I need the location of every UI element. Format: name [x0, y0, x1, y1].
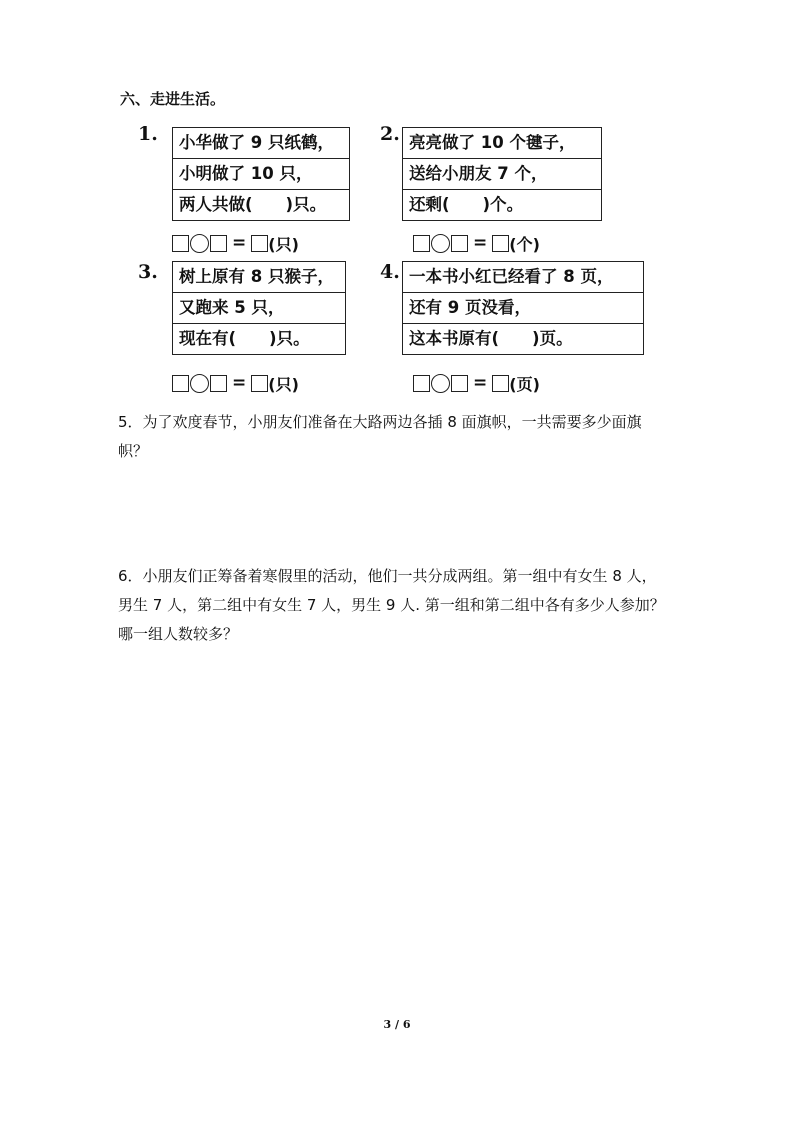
exercise-3-line-2: 又跑来 5 只， — [173, 293, 345, 324]
exercise-2-line-3: 还剩( )个。 — [409, 195, 524, 214]
word-problem-5 — [118, 408, 686, 466]
exercise-1-unit: (只) — [268, 234, 299, 254]
exercise-3-equals-sign: = — [232, 373, 247, 393]
exercise-2-line-2: 送给小朋友 7 个， — [403, 159, 601, 190]
exercise-2-line-1: 亮亮做了 10 个毽子， — [403, 128, 601, 159]
exercise-2-operator-circle[interactable] — [431, 234, 450, 253]
exercise-4-result-box[interactable] — [492, 375, 509, 392]
exercise-4-line-3: 这本书原有( )页。 — [409, 329, 573, 348]
exercise-2-result-box[interactable] — [492, 235, 509, 252]
exercise-2-answer-box-1[interactable] — [413, 235, 430, 252]
exercise-1-result-box[interactable] — [251, 235, 268, 252]
exercise-1-operator-circle[interactable] — [190, 234, 209, 253]
exercise-4-answer-box-1[interactable] — [413, 375, 430, 392]
exercise-4-operator-circle[interactable] — [431, 374, 450, 393]
exercise-1-number: 1. — [138, 123, 158, 145]
exercise-2-number: 2. — [380, 123, 400, 145]
exercise-2-answer-box-2[interactable] — [451, 235, 468, 252]
word-problem-6-line-1: 6．小朋友们正筹备着寒假里的活动，他们一共分成两组。第一组中有女生 8 人， — [118, 567, 657, 585]
word-problem-5-line-1: 5．为了欢度春节，小朋友们准备在大路两边各插 8 面旗帜，一共需要多少面旗 — [118, 413, 642, 431]
exercise-1-equals-sign: = — [232, 233, 247, 253]
word-problem-6 — [118, 562, 686, 649]
exercise-3-equation — [172, 373, 299, 393]
page-number: 3 / 6 — [383, 1018, 411, 1031]
word-problem-6-line-2: 男生 7 人，第二组中有女生 7 人，男生 9 人. 第一组和第二组中各有多少人参加？ — [118, 596, 665, 614]
exercise-2-equation — [413, 233, 540, 253]
exercise-4-equals-sign: = — [473, 373, 488, 393]
exercise-1-answer-box-1[interactable] — [172, 235, 189, 252]
exercise-1-line-3: 两人共做( )只。 — [179, 195, 327, 214]
exercise-4-number: 4. — [380, 261, 400, 283]
exercise-2-unit: (个) — [509, 234, 540, 254]
exercise-4-answer-box-2[interactable] — [451, 375, 468, 392]
exercise-3-unit: (只) — [268, 374, 299, 394]
exercise-3-operator-circle[interactable] — [190, 374, 209, 393]
exercise-4-line-1: 一本书小红已经看了 8 页， — [403, 262, 643, 293]
exercise-3-number: 3. — [138, 261, 158, 283]
exercise-1-equation — [172, 233, 299, 253]
word-problem-5-line-2: 帜？ — [118, 442, 149, 460]
exercise-3-line-1: 树上原有 8 只猴子， — [173, 262, 345, 293]
exercise-1-story-box — [172, 127, 350, 221]
exercise-1-line-2: 小明做了 10 只， — [173, 159, 349, 190]
exercise-3-result-box[interactable] — [251, 375, 268, 392]
exercise-4-story-box — [402, 261, 644, 355]
exercise-4-unit: (页) — [509, 374, 540, 394]
exercise-3-story-box — [172, 261, 346, 355]
section-title: 六、走进生活。 — [120, 90, 226, 108]
exercise-2-story-box — [402, 127, 602, 221]
exercise-1-line-1: 小华做了 9 只纸鹤， — [173, 128, 349, 159]
exercise-4-line-2: 还有 9 页没看， — [403, 293, 643, 324]
exercise-4-equation — [413, 373, 540, 393]
exercise-2-equals-sign: = — [473, 233, 488, 253]
exercise-3-answer-box-2[interactable] — [210, 375, 227, 392]
exercise-3-answer-box-1[interactable] — [172, 375, 189, 392]
exercise-3-line-3: 现在有( )只。 — [179, 329, 310, 348]
exercise-1-answer-box-2[interactable] — [210, 235, 227, 252]
word-problem-6-line-3: 哪一组人数较多？ — [118, 625, 239, 643]
